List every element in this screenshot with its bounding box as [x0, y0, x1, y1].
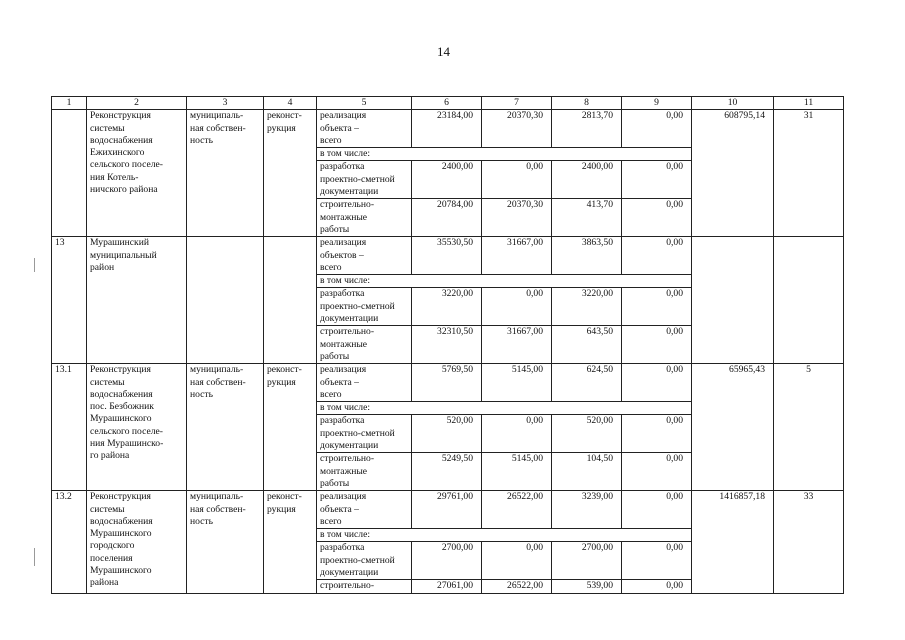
amount-cell: 5145,00 — [482, 364, 552, 402]
amount-cell: 3239,00 — [552, 491, 622, 529]
column-header: 8 — [552, 97, 622, 110]
object-name-cell: Реконструкция системы водоснабжения пос. Безбожник Мурашинского сельского поселе- ния Мурашинско- го района — [87, 364, 187, 491]
amount-cell: 0,00 — [622, 364, 692, 402]
amount-cell: 539,00 — [552, 580, 622, 593]
cost-item-cell: строительно- монтажные работы — [317, 326, 412, 364]
subtotal-label-cell: в том числе: — [317, 148, 692, 161]
column-header: 3 — [187, 97, 264, 110]
cost-item-cell: реализация объектов – всего — [317, 237, 412, 275]
amount-cell: 5769,50 — [412, 364, 482, 402]
estimated-cost-cell: 65965,43 — [692, 364, 774, 491]
amount-cell: 0,00 — [482, 542, 552, 580]
amount-cell: 5145,00 — [482, 453, 552, 491]
table-row — [52, 491, 844, 529]
work-type-cell — [264, 237, 317, 364]
work-type-cell: реконст- рукция — [264, 491, 317, 593]
ownership-cell: муниципаль- ная собствен- ность — [187, 364, 264, 491]
amount-cell: 5249,50 — [412, 453, 482, 491]
ownership-cell — [187, 237, 264, 364]
amount-cell: 29761,00 — [412, 491, 482, 529]
cost-item-cell: реализация объекта – всего — [317, 110, 412, 148]
amount-cell: 32310,50 — [412, 326, 482, 364]
cost-item-cell: строительно- монтажные работы — [317, 453, 412, 491]
amount-cell: 2700,00 — [412, 542, 482, 580]
cost-item-cell: реализация объекта – всего — [317, 364, 412, 402]
column-header: 10 — [692, 97, 774, 110]
amount-cell: 20370,30 — [482, 199, 552, 237]
amount-cell: 35530,50 — [412, 237, 482, 275]
estimated-cost-cell: 1416857,18 — [692, 491, 774, 593]
cost-item-cell: строительно- — [317, 580, 412, 593]
column-header: 2 — [87, 97, 187, 110]
amount-cell: 27061,00 — [412, 580, 482, 593]
amount-cell: 413,70 — [552, 199, 622, 237]
amount-cell: 0,00 — [622, 491, 692, 529]
object-name-cell: Мурашинский муниципальный район — [87, 237, 187, 364]
column-header: 7 — [482, 97, 552, 110]
subtotal-label-cell: в том числе: — [317, 402, 692, 415]
amount-cell: 26522,00 — [482, 491, 552, 529]
cost-item-cell: разработка проектно-сметной документации — [317, 288, 412, 326]
estimated-cost-cell — [692, 237, 774, 364]
amount-cell: 0,00 — [622, 288, 692, 326]
amount-cell: 0,00 — [482, 161, 552, 199]
amount-cell: 23184,00 — [412, 110, 482, 148]
row-number-cell: 13.1 — [52, 364, 87, 491]
amount-cell: 31667,00 — [482, 326, 552, 364]
header-row — [52, 97, 844, 110]
margin-mark — [34, 258, 35, 272]
amount-cell: 3220,00 — [552, 288, 622, 326]
amount-cell: 0,00 — [622, 415, 692, 453]
subtotal-label-cell: в том числе: — [317, 529, 692, 542]
work-type-cell: реконст- рукция — [264, 110, 317, 237]
amount-cell: 3220,00 — [412, 288, 482, 326]
column-header: 5 — [317, 97, 412, 110]
amount-cell: 0,00 — [622, 326, 692, 364]
column-header: 9 — [622, 97, 692, 110]
row-number-cell: 13.2 — [52, 491, 87, 593]
column-header: 6 — [412, 97, 482, 110]
cost-item-cell: разработка проектно-сметной документации — [317, 542, 412, 580]
amount-cell: 2400,00 — [552, 161, 622, 199]
row-number-cell: 13 — [52, 237, 87, 364]
amount-cell: 2400,00 — [412, 161, 482, 199]
ownership-cell: муниципаль- ная собствен- ность — [187, 110, 264, 237]
column-header: 4 — [264, 97, 317, 110]
table-body — [52, 97, 844, 594]
amount-cell: 520,00 — [552, 415, 622, 453]
amount-cell: 0,00 — [622, 161, 692, 199]
table-row — [52, 237, 844, 275]
amount-cell: 0,00 — [622, 453, 692, 491]
count-cell — [774, 237, 844, 364]
amount-cell: 0,00 — [622, 542, 692, 580]
cost-item-cell: реализация объекта – всего — [317, 491, 412, 529]
object-name-cell: Реконструкция системы водоснабжения Ежихинского сельского поселе- ния Котель- ничского района — [87, 110, 187, 237]
cost-item-cell: строительно- монтажные работы — [317, 199, 412, 237]
amount-cell: 31667,00 — [482, 237, 552, 275]
data-table — [51, 96, 844, 594]
subtotal-label-cell: в том числе: — [317, 275, 692, 288]
amount-cell: 0,00 — [482, 415, 552, 453]
amount-cell: 0,00 — [622, 580, 692, 593]
amount-cell: 20784,00 — [412, 199, 482, 237]
table-row — [52, 110, 844, 148]
amount-cell: 2813,70 — [552, 110, 622, 148]
row-number-cell — [52, 110, 87, 237]
cost-item-cell: разработка проектно-сметной документации — [317, 161, 412, 199]
estimated-cost-cell: 608795,14 — [692, 110, 774, 237]
amount-cell: 0,00 — [482, 288, 552, 326]
work-type-cell: реконст- рукция — [264, 364, 317, 491]
amount-cell: 3863,50 — [552, 237, 622, 275]
margin-mark — [34, 548, 35, 566]
amount-cell: 26522,00 — [482, 580, 552, 593]
column-header: 11 — [774, 97, 844, 110]
count-cell: 33 — [774, 491, 844, 593]
amount-cell: 520,00 — [412, 415, 482, 453]
count-cell: 31 — [774, 110, 844, 237]
cost-item-cell: разработка проектно-сметной документации — [317, 415, 412, 453]
amount-cell: 0,00 — [622, 110, 692, 148]
ownership-cell: муниципаль- ная собствен- ность — [187, 491, 264, 593]
amount-cell: 0,00 — [622, 199, 692, 237]
amount-cell: 624,50 — [552, 364, 622, 402]
amount-cell: 0,00 — [622, 237, 692, 275]
count-cell: 5 — [774, 364, 844, 491]
amount-cell: 20370,30 — [482, 110, 552, 148]
page-number: 14 — [437, 44, 450, 59]
amount-cell: 104,50 — [552, 453, 622, 491]
object-name-cell: Реконструкция системы водоснабжения Мурашинского городского поселения Мурашинского района — [87, 491, 187, 593]
column-header: 1 — [52, 97, 87, 110]
amount-cell: 643,50 — [552, 326, 622, 364]
amount-cell: 2700,00 — [552, 542, 622, 580]
table-row — [52, 364, 844, 402]
